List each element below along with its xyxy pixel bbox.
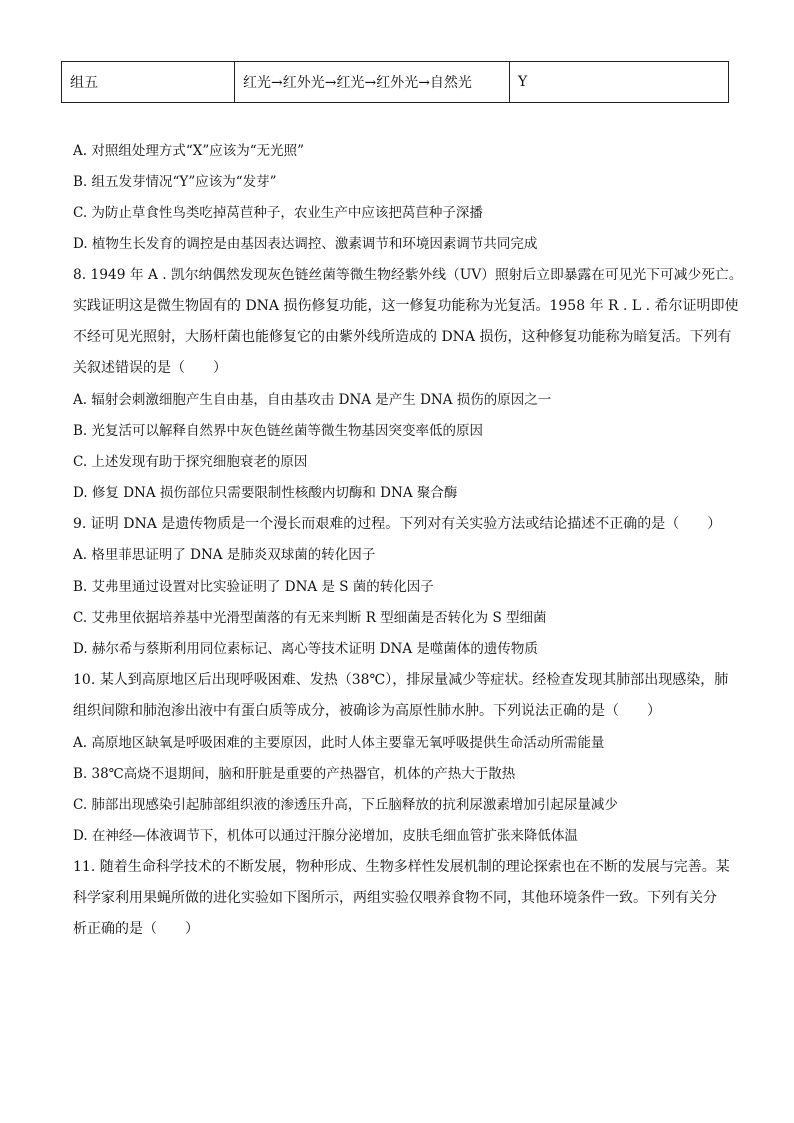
question-11-stem: 科学家利用果蝇所做的进化实验如下图所示，两组实验仅喂养食物不同，其他环境条件一致。下列有关分: [73, 890, 717, 906]
question-8-stem: 实践证明这是微生物固有的 DNA 损伤修复功能，这一修复功能称为光复活。1958 年 R . L . 希尔证明即使: [73, 298, 739, 314]
option-b: B. 38℃高烧不退期间，脑和肝脏是重要的产热器官，机体的产热大于散热: [73, 766, 516, 782]
table-row: [62, 62, 729, 103]
question-11-stem: 析正确的是（ ）: [73, 921, 199, 937]
option-a: A. 辐射会刺激细胞产生自由基，自由基攻击 DNA 是产生 DNA 损伤的原因之一: [73, 392, 552, 408]
option-a: A. 高原地区缺氧是呼吸困难的主要原因，此时人体主要靠无氧呼吸提供生命活动所需能量: [73, 735, 605, 751]
question-9-stem: 9. 证明 DNA 是遗传物质是一个漫长而艰难的过程。下列对有关实验方法或结论描述不正确的是（ ）: [73, 516, 722, 532]
option-a: A. 对照组处理方式“X”应该为“无光照”: [73, 143, 305, 159]
option-d: D. 赫尔希与蔡斯利用同位素标记、离心等技术证明 DNA 是噬菌体的遗传物质: [73, 641, 538, 657]
option-a: A. 格里菲思证明了 DNA 是肺炎双球菌的转化因子: [73, 547, 376, 563]
question-10-stem: 10. 某人到高原地区后出现呼吸困难、发热（38℃），排尿量减少等症状。经检查发现其肺部出现感染，肺: [73, 672, 729, 688]
option-c: C. 肺部出现感染引起肺部组织液的渗透压升高，下丘脑释放的抗利尿激素增加引起尿量减少: [73, 797, 618, 813]
option-c: C. 艾弗里依据培养基中光滑型菌落的有无来判断 R 型细菌是否转化为 S 型细菌: [73, 610, 547, 626]
table-cell-treatment: 红光→红外光→红光→红外光→自然光: [235, 62, 510, 103]
question-11-stem: 11. 随着生命科学技术的不断发展，物种形成、生物多样性发展机制的理论探索也在不断的发展与完善。某: [73, 859, 730, 875]
option-d: D. 植物生长发育的调控是由基因表达调控、激素调节和环境因素调节共同完成: [73, 236, 538, 252]
question-8-stem: 8. 1949 年 A . 凯尔纳偶然发现灰色链丝菌等微生物经紫外线（UV）照射后立即暴露在可见光下可减少死亡。: [73, 267, 743, 283]
option-b: B. 光复活可以解释自然界中灰色链丝菌等微生物基因突变率低的原因: [73, 423, 484, 439]
option-b: B. 艾弗里通过设置对比实验证明了 DNA 是 S 菌的转化因子: [73, 579, 434, 595]
table-cell-group: 组五: [62, 62, 235, 103]
table-cell-result: Y: [510, 62, 729, 103]
option-c: C. 上述发现有助于探究细胞衰老的原因: [73, 454, 308, 470]
option-d: D. 修复 DNA 损伤部位只需要限制性核酸内切酶和 DNA 聚合酶: [73, 485, 458, 501]
question-10-stem: 组织间隙和肺泡渗出液中有蛋白质等成分，被确诊为高原性肺水肿。下列说法正确的是（ ）: [73, 703, 661, 719]
option-d: D. 在神经—体液调节下，机体可以通过汗腺分泌增加，皮肤毛细血管扩张来降低体温: [73, 828, 578, 844]
option-b: B. 组五发芽情况“Y”应该为“发芽”: [73, 174, 277, 190]
option-c: C. 为防止草食性鸟类吃掉莴苣种子，农业生产中应该把莴苣种子深播: [73, 205, 483, 221]
experiment-table: [61, 61, 729, 103]
question-8-stem: 关叙述错误的是（ ）: [73, 360, 227, 376]
question-8-stem: 不经可见光照射，大肠杆菌也能修复它的由紫外线所造成的 DNA 损伤，这种修复功能称为暗复活。下列有: [73, 329, 732, 345]
